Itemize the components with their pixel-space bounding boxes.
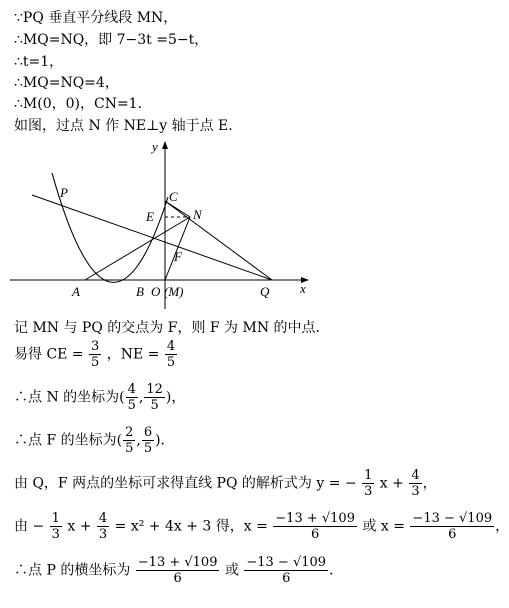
- eq-pre: 由 −: [14, 518, 45, 535]
- eq-b: = x² + 4x + 3 得，x =: [114, 518, 268, 535]
- line-11: 由 Q，F 两点的坐标可求得直线 PQ 的解析式为 y = − $\frac{1}{3}$ x + $\frac{4}{3}$ ，: [14, 468, 437, 499]
- line-2: ∴MQ=NQ，即 7−3t =5−t，: [14, 32, 209, 48]
- parabola: [52, 173, 168, 282]
- fraction-ce: $\frac{3}{5}$: [91, 339, 100, 370]
- label-n: N: [193, 207, 202, 222]
- ce-label: 易得 CE =: [14, 346, 84, 363]
- fraction-fy: $\frac{6}{5}$: [143, 425, 153, 456]
- label-a: A: [72, 284, 80, 299]
- fraction-p-root2: $\frac{-13 - √109}{6}$: [246, 555, 327, 586]
- line-3: ∴t=1，: [14, 54, 64, 70]
- label-e: E: [146, 209, 154, 224]
- fraction-ny: $\frac{12}{5}$: [146, 382, 163, 413]
- pq-expr-mid: x +: [379, 475, 404, 492]
- n-coord-label: ∴点 N 的坐标为(: [14, 389, 125, 406]
- label-x: x: [300, 281, 306, 296]
- pq-expr-label: 由 Q，F 两点的坐标可求得直线 PQ 的解析式为 y = −: [14, 475, 357, 492]
- line-7: 记 MN 与 PQ 的交点为 F，则 F 为 MN 的中点．: [14, 320, 330, 336]
- fraction-ne: $\frac{4}{5}$: [166, 339, 176, 370]
- label-q: Q: [260, 284, 270, 299]
- fraction-p-root1: $\frac{-13 + √109}{6}$: [137, 555, 218, 586]
- label-m: (M): [164, 284, 184, 299]
- line-9: ∴点 N 的坐标为( $\frac{4}{5}$ , $\frac{12}{5}$ )，: [14, 382, 186, 413]
- line-4: ∴MQ=NQ=4，: [14, 75, 119, 91]
- fraction-k2: $\frac{1}{3}$: [51, 511, 60, 542]
- label-o: O: [151, 284, 161, 299]
- line-1: ∵PQ 垂直平分线段 MN，: [14, 10, 178, 26]
- line-8: [14, 339, 178, 370]
- line-5: ∴M(0，0)，CN=1．: [14, 96, 152, 112]
- fraction-nx: $\frac{4}{5}$: [127, 382, 136, 413]
- label-y: y: [152, 139, 158, 154]
- ne-label: ，NE =: [106, 346, 160, 363]
- p-or: 或: [224, 562, 239, 579]
- f-coord-label: ∴点 F 的坐标为(: [14, 432, 123, 449]
- eq-a: x +: [67, 518, 92, 535]
- line-6: 如图，过点 N 作 NE⊥y 轴于点 E．: [14, 118, 243, 134]
- fraction-root2: $\frac{-13 - √109}{6}$: [412, 511, 493, 542]
- label-p: P: [60, 185, 68, 200]
- line-12: 由 − $\frac{1}{3}$ x + $\frac{4}{3}$ = x² + 4x + 3 得，x = $\frac{-13 + √109}{6}$ 或 x = $\frac{-13 - √109}{6}$ ，: [14, 511, 509, 542]
- line-13: ∴点 P 的横坐标为 $\frac{-13 + √109}{6}$ 或 $\frac{-13 - √109}{6}$ ．: [14, 555, 344, 586]
- fraction-b2: $\frac{4}{3}$: [98, 511, 108, 542]
- eq-or: 或 x =: [362, 518, 405, 535]
- geometry-figure: [10, 139, 330, 314]
- label-f: F: [174, 249, 182, 264]
- line-10: ∴点 F 的坐标为( $\frac{2}{5}$ , $\frac{6}{5}$ )．: [14, 425, 175, 456]
- fraction-b: $\frac{4}{3}$: [411, 468, 420, 499]
- line-pq: [32, 195, 272, 280]
- fraction-k: $\frac{1}{3}$: [364, 468, 373, 499]
- label-c: C: [169, 189, 178, 204]
- p-abscissa-label: ∴点 P 的横坐标为: [14, 562, 131, 579]
- label-b: B: [136, 284, 144, 299]
- fraction-fx: $\frac{2}{5}$: [125, 425, 134, 456]
- fraction-root1: $\frac{-13 + √109}{6}$: [275, 511, 355, 542]
